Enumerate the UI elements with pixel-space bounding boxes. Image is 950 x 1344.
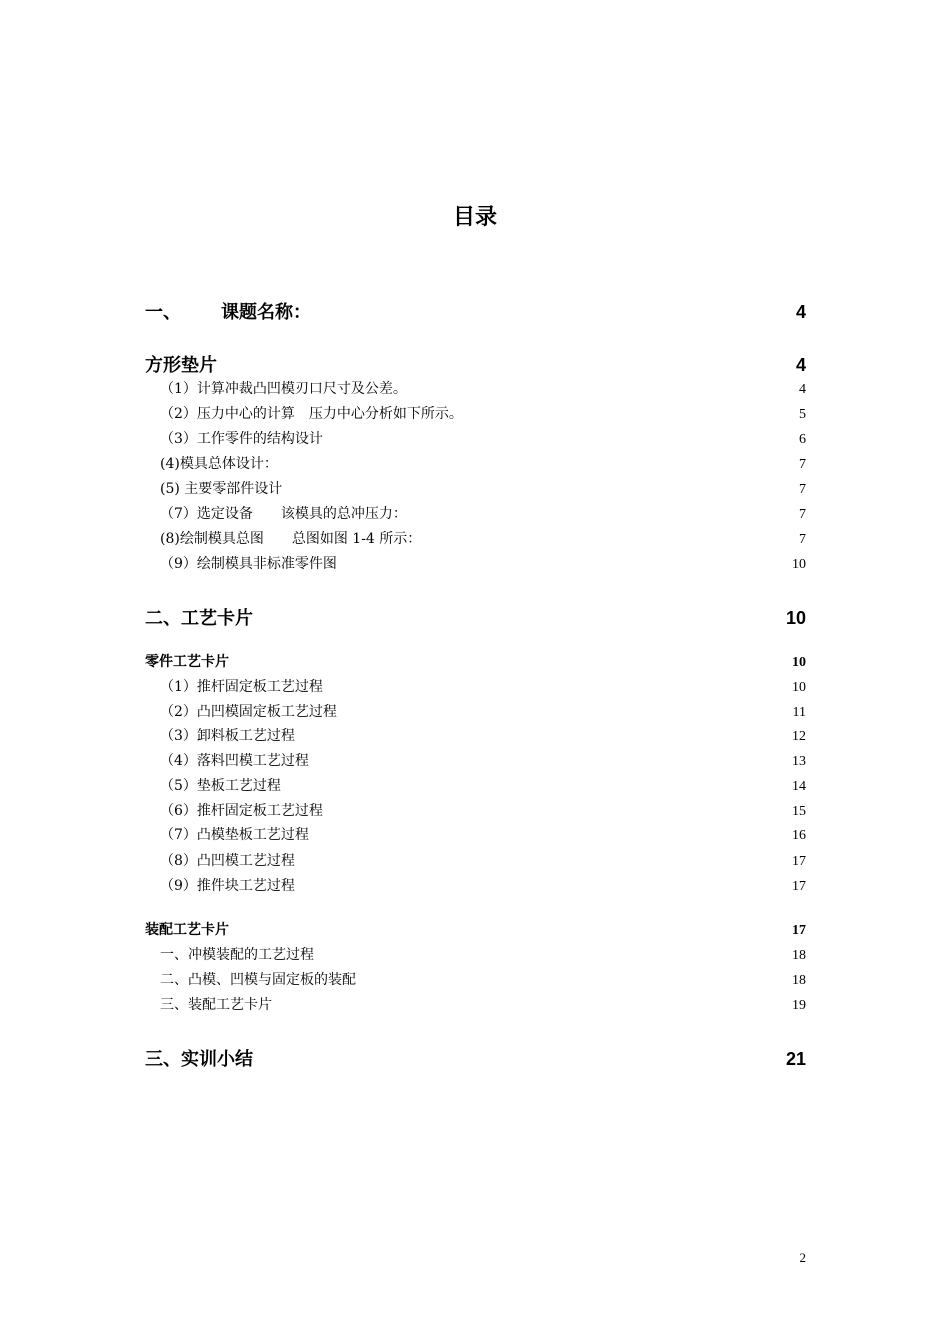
toc-page-number: 18 bbox=[792, 948, 806, 963]
toc-entry-label: （2）凸凹模固定板工艺过程 bbox=[160, 704, 337, 720]
toc-page-number: 10 bbox=[785, 608, 806, 628]
toc-entry[interactable] bbox=[160, 553, 806, 573]
toc-page-number: 17 bbox=[792, 879, 806, 894]
toc-page-number: 4 bbox=[799, 382, 806, 397]
toc-page-number: 17 bbox=[792, 923, 806, 938]
toc-entry[interactable] bbox=[160, 994, 806, 1014]
toc-page-number: 4 bbox=[795, 355, 806, 375]
toc-page-number: 7 bbox=[799, 482, 806, 497]
toc-page-number: 4 bbox=[795, 302, 806, 322]
toc-entry-label: （5）垫板工艺过程 bbox=[160, 778, 281, 794]
toc-page-number: 6 bbox=[799, 432, 806, 447]
toc-entry[interactable] bbox=[160, 528, 806, 548]
toc-entry[interactable] bbox=[145, 298, 806, 324]
toc-entry-label: 三、装配工艺卡片 bbox=[160, 997, 272, 1013]
toc-entry-label: 二、凸模、凹模与固定板的装配 bbox=[160, 972, 356, 988]
toc-page-number: 10 bbox=[792, 655, 806, 670]
toc-entry[interactable] bbox=[145, 919, 806, 939]
page-title: 目录 bbox=[452, 205, 497, 230]
toc-entry-label: (4)模具总体设计： bbox=[160, 456, 278, 472]
toc-page-number: 7 bbox=[799, 532, 806, 547]
toc-page-number: 7 bbox=[799, 457, 806, 472]
toc-entry-label: （7）选定设备 该模具的总冲压力： bbox=[160, 506, 407, 522]
toc-entry-label: （1）推杆固定板工艺过程 bbox=[160, 679, 323, 695]
toc-page-number: 15 bbox=[792, 804, 806, 819]
toc-entry-label: （8）凸凹模工艺过程 bbox=[160, 853, 295, 869]
toc-entry-label: 零件工艺卡片 bbox=[145, 654, 229, 670]
toc-entry[interactable] bbox=[160, 725, 806, 745]
toc-entry[interactable] bbox=[160, 775, 806, 795]
toc-entry[interactable] bbox=[160, 875, 806, 895]
toc-entry-label: 一、 课题名称： bbox=[145, 302, 311, 323]
toc-page-number: 11 bbox=[792, 705, 806, 720]
toc-entry[interactable] bbox=[160, 428, 806, 448]
toc-page-number: 19 bbox=[792, 998, 806, 1013]
toc-entry[interactable] bbox=[160, 701, 806, 721]
toc-entry-label: （7）凸模垫板工艺过程 bbox=[160, 827, 309, 843]
toc-page-number: 13 bbox=[792, 754, 806, 769]
toc-entry-label: (8)绘制模具总图 总图如图 1-4 所示： bbox=[160, 531, 422, 547]
toc-page-number: 17 bbox=[792, 854, 806, 869]
toc-page-number: 16 bbox=[792, 828, 806, 843]
toc-entry[interactable] bbox=[145, 651, 806, 671]
toc-page-number: 7 bbox=[799, 507, 806, 522]
footer-page-number: 2 bbox=[799, 1250, 806, 1265]
toc-entry[interactable] bbox=[160, 478, 806, 498]
toc-entry[interactable] bbox=[160, 503, 806, 523]
toc-entry-label: （9）推件块工艺过程 bbox=[160, 878, 295, 894]
toc-entry[interactable] bbox=[160, 824, 806, 844]
toc-entry-label: （4）落料凹模工艺过程 bbox=[160, 753, 309, 769]
toc-entry[interactable] bbox=[160, 850, 806, 870]
toc-page-number: 5 bbox=[799, 407, 806, 422]
toc-entry[interactable] bbox=[160, 403, 806, 423]
toc-page-number: 18 bbox=[792, 973, 806, 988]
toc-entry-label: 二、工艺卡片 bbox=[145, 608, 253, 629]
toc-entry[interactable] bbox=[160, 969, 806, 989]
toc-page-number: 10 bbox=[792, 680, 806, 695]
toc-page-number: 10 bbox=[792, 557, 806, 572]
toc-page-number: 12 bbox=[792, 729, 806, 744]
toc-page-number: 21 bbox=[785, 1049, 806, 1069]
toc-entry-label: （3）卸料板工艺过程 bbox=[160, 728, 295, 744]
toc-entry[interactable] bbox=[160, 453, 806, 473]
toc-entry[interactable] bbox=[145, 1045, 806, 1071]
toc-entry[interactable] bbox=[160, 676, 806, 696]
toc-entry-label: (5) 主要零部件设计 bbox=[160, 481, 283, 497]
toc-entry-label: （6）推杆固定板工艺过程 bbox=[160, 803, 323, 819]
toc-page-number: 14 bbox=[792, 779, 806, 794]
toc-entry-label: 方形垫片 bbox=[145, 355, 217, 376]
toc-entry[interactable] bbox=[160, 378, 806, 398]
toc-entry-label: （2）压力中心的计算 压力中心分析如下所示。 bbox=[160, 406, 463, 422]
toc-entry-label: 一、冲模装配的工艺过程 bbox=[160, 947, 314, 963]
toc-entry[interactable] bbox=[145, 604, 806, 630]
toc-entry-label: （3）工作零件的结构设计 bbox=[160, 431, 323, 447]
toc-entry[interactable] bbox=[160, 750, 806, 770]
toc-entry[interactable] bbox=[145, 351, 806, 377]
toc-entry-label: （1）计算冲裁凸凹模刃口尺寸及公差。 bbox=[160, 381, 407, 397]
toc-entry-label: 装配工艺卡片 bbox=[145, 922, 229, 938]
toc-entry-label: （9）绘制模具非标准零件图 bbox=[160, 556, 337, 572]
toc-entry[interactable] bbox=[160, 800, 806, 820]
toc-entry-label: 三、实训小结 bbox=[145, 1049, 253, 1070]
toc-entry[interactable] bbox=[160, 944, 806, 964]
